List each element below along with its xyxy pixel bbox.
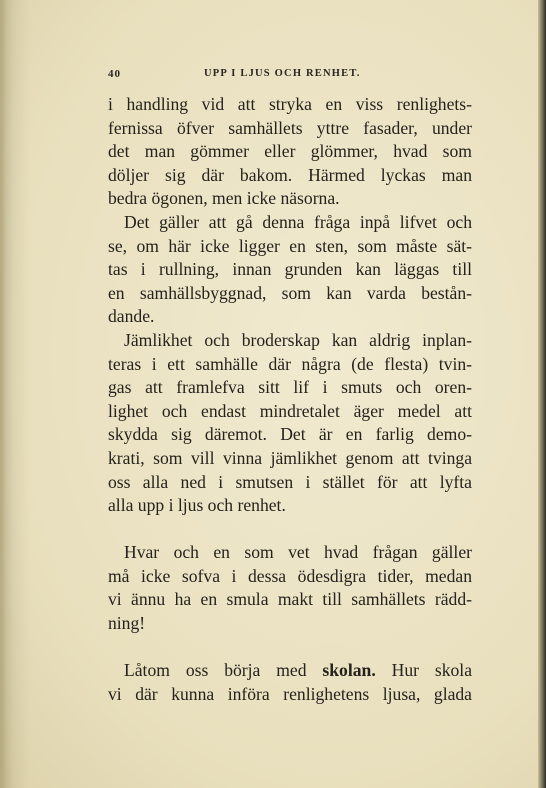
page-number: 40: [108, 68, 121, 80]
text-line: se, om här icke ligger en sten, som måste sät-: [108, 235, 472, 256]
text-line: oss alla ned i smutsen i stället för att lyfta: [108, 471, 472, 492]
text-line: Jämlikhet och broderskap kan aldrig inplan-: [124, 329, 472, 350]
text-line: det man gömmer eller glömmer, hvad som: [108, 141, 472, 162]
page-header: [108, 68, 488, 82]
text-line: tas i rullning, innan grunden kan läggas till: [108, 259, 472, 280]
text-fragment: Låtom oss börja med: [124, 660, 323, 681]
emphasized-word: skolan.: [322, 660, 376, 681]
text-line: [108, 659, 472, 683]
text-line: en samhällsbyggnad, som kan varda bestån-: [108, 282, 472, 303]
text-line: döljer sig där bakom. Härmed lyckas man: [108, 164, 472, 185]
text-line: må icke sofva i dessa ödesdigra tider, medan: [108, 565, 472, 586]
text-line: ning!: [108, 613, 146, 634]
text-line: vi ännu ha en smula makt till samhällets rädd-: [108, 589, 472, 610]
paragraph-gap: [108, 518, 472, 542]
paragraph-gap: [108, 636, 472, 660]
text-line: bedra ögonen, men icke näsorna.: [108, 188, 340, 209]
text-fragment: Hur skola: [375, 660, 472, 681]
running-head: UPP I LJUS OCH RENHET.: [204, 68, 361, 79]
text-line: Hvar och en som vet hvad frågan gäller: [124, 542, 472, 563]
text-line: teras i ett samhälle där några (de flesta) tvin-: [108, 353, 472, 374]
text-line: dande.: [108, 306, 155, 327]
body-text: [108, 93, 472, 706]
text-line: vi där kunna införa renlighetens ljusa, glada: [108, 683, 472, 704]
text-line: i handling vid att stryka en viss renlighets-: [108, 94, 472, 114]
text-line: skydda sig däremot. Det är en farlig demo-: [108, 424, 472, 445]
page-gutter-shadow: [0, 0, 6, 788]
text-line: alla upp i ljus och renhet.: [108, 495, 286, 516]
text-line: krati, som vill vinna jämlikhet genom att tvinga: [108, 447, 472, 468]
text-line: gas att framlefva sitt lif i smuts och oren-: [108, 377, 472, 398]
text-line: fernissa öfver samhällets yttre fasader, under: [108, 117, 472, 138]
text-line: Det gäller att gå denna fråga inpå lifvet och: [124, 211, 472, 232]
page-edge: [538, 0, 546, 788]
text-line: lighet och endast mindretalet äger medel att: [108, 400, 472, 421]
